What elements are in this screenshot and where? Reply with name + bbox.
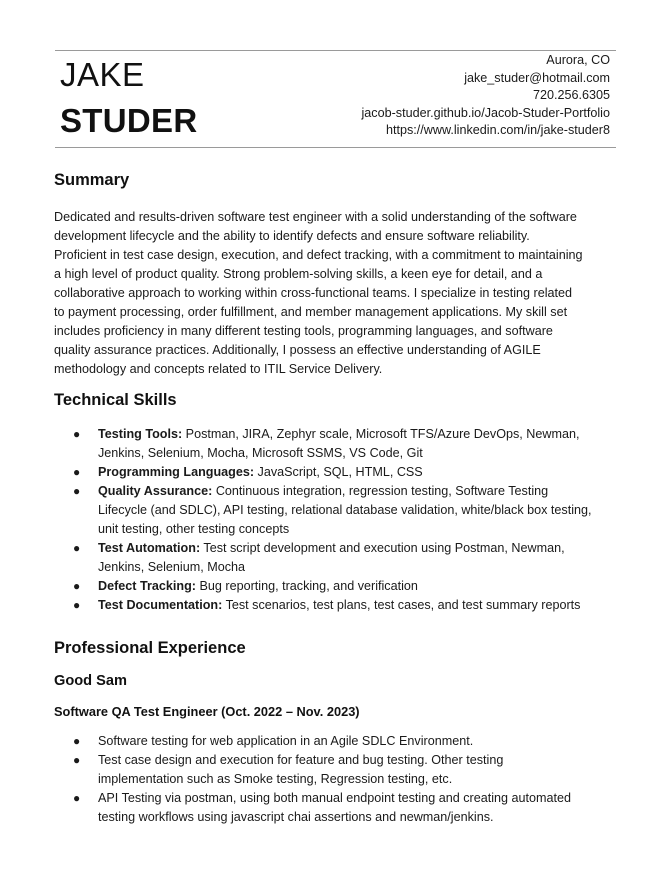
skill-text: Bug reporting, tracking, and verification [195, 579, 418, 593]
duty-item [0, 732, 571, 751]
duty-line: testing workflows using javascript chai assertions and newman/jenkins. [98, 810, 494, 824]
skill-item [0, 596, 592, 615]
skill-item [0, 539, 592, 577]
contact-block [361, 52, 610, 140]
skill-label: Testing Tools: [98, 427, 183, 441]
summary-heading: Summary [54, 171, 130, 189]
experience-heading: Professional Experience [54, 639, 246, 657]
bullet-icon: ● [73, 734, 81, 748]
summary-line: includes proficiency in many different testing tools, programming languages, and software [54, 324, 553, 338]
bullet-icon: ● [73, 427, 81, 441]
skill-item [0, 463, 592, 482]
duty-item [0, 789, 571, 827]
header-bottom-rule [55, 147, 616, 148]
bullet-icon: ● [73, 484, 81, 498]
job-role: Software QA Test Engineer (Oct. 2022 – Nov. 2023) [54, 704, 360, 719]
skill-line [98, 501, 592, 520]
skill-label: Defect Tracking: [98, 579, 196, 593]
skills-list [0, 425, 592, 615]
skill-item [0, 425, 592, 463]
skill-text: Test script development and execution using Postman, Newman, [200, 541, 565, 555]
skill-line [98, 577, 592, 596]
skill-label: Programming Languages: [98, 465, 255, 479]
summary-line: quality assurance practices. Additionally, I possess an effective understanding of AGILE [54, 343, 541, 357]
last-name: STUDER [60, 102, 198, 139]
skill-line [98, 463, 592, 482]
contact-portfolio-link[interactable]: jacob-studer.github.io/Jacob-Studer-Portfolio [361, 105, 610, 120]
summary-line: collaborative approach to working within cross-functional teams. I specialize in testing related [54, 286, 573, 300]
bullet-icon: ● [73, 465, 81, 479]
bullet-icon: ● [73, 541, 81, 555]
duty-item [0, 751, 571, 789]
skill-item [0, 482, 592, 539]
bullet-icon: ● [73, 791, 81, 805]
skill-text: Jenkins, Selenium, Mocha, Microsoft SSMS, VS Code, Git [98, 446, 423, 460]
contact-location: Aurora, CO [546, 53, 610, 67]
skill-text: Continuous integration, regression testing, Software Testing [212, 484, 549, 498]
contact-phone: 720.256.6305 [532, 88, 610, 103]
duty-line: Software testing for web application in an Agile SDLC Environment. [98, 734, 474, 748]
skill-label: Test Automation: [98, 541, 201, 555]
summary-line: to payment processing, order fulfillment, and member management applications. My skill set [54, 305, 568, 319]
skill-text: JavaScript, SQL, HTML, CSS [254, 465, 423, 479]
skill-text: Lifecycle (and SDLC), API testing, relational database validation, white/black box testing, [98, 503, 592, 517]
skill-line [98, 539, 592, 558]
skill-line [98, 425, 592, 444]
skill-text: Test scenarios, test plans, test cases, and test summary reports [222, 598, 581, 612]
skill-label: Quality Assurance: [98, 484, 213, 498]
skill-label: Test Documentation: [98, 598, 223, 612]
summary-line: Dedicated and results-driven software test engineer with a solid understanding of the software [54, 210, 577, 224]
first-name: JAKE [60, 56, 145, 93]
summary-line: development lifecycle and the ability to identify defects and ensure software reliability. [54, 229, 530, 243]
summary-line: methodology and concepts related to ITIL Service Delivery. [54, 362, 383, 376]
summary-line: Proficient in test case design, execution, and defect tracking, with a commitment to maintaining [54, 248, 583, 262]
skill-line [98, 482, 592, 501]
bullet-icon: ● [73, 753, 81, 767]
skill-line [98, 444, 592, 463]
duty-line: API Testing via postman, using both manual endpoint testing and creating automated [98, 791, 572, 805]
skill-text: Jenkins, Selenium, Mocha [98, 560, 245, 574]
bullet-icon: ● [73, 598, 81, 612]
skill-text: unit testing, other testing concepts [98, 522, 290, 536]
bullet-icon: ● [73, 579, 81, 593]
skills-heading: Technical Skills [54, 391, 177, 409]
skill-item [0, 577, 592, 596]
summary-line: a high level of product quality. Strong problem-solving skills, a keen eye for detail, and a [54, 267, 543, 281]
company-name: Good Sam [54, 673, 127, 689]
duties-list [0, 732, 571, 827]
contact-email[interactable]: jake_studer@hotmail.com [464, 70, 610, 85]
header-top-rule [55, 50, 616, 51]
duty-line: implementation such as Smoke testing, Regression testing, etc. [98, 772, 453, 786]
skill-line [98, 520, 592, 539]
contact-linkedin-link[interactable]: https://www.linkedin.com/in/jake-studer8 [386, 123, 610, 138]
skill-line [98, 596, 592, 615]
skill-text: Postman, JIRA, Zephyr scale, Microsoft TFS/Azure DevOps, Newman, [182, 427, 580, 441]
duty-line: Test case design and execution for feature and bug testing. Other testing [98, 753, 504, 767]
skill-line [98, 558, 592, 577]
summary-paragraph [54, 208, 620, 379]
